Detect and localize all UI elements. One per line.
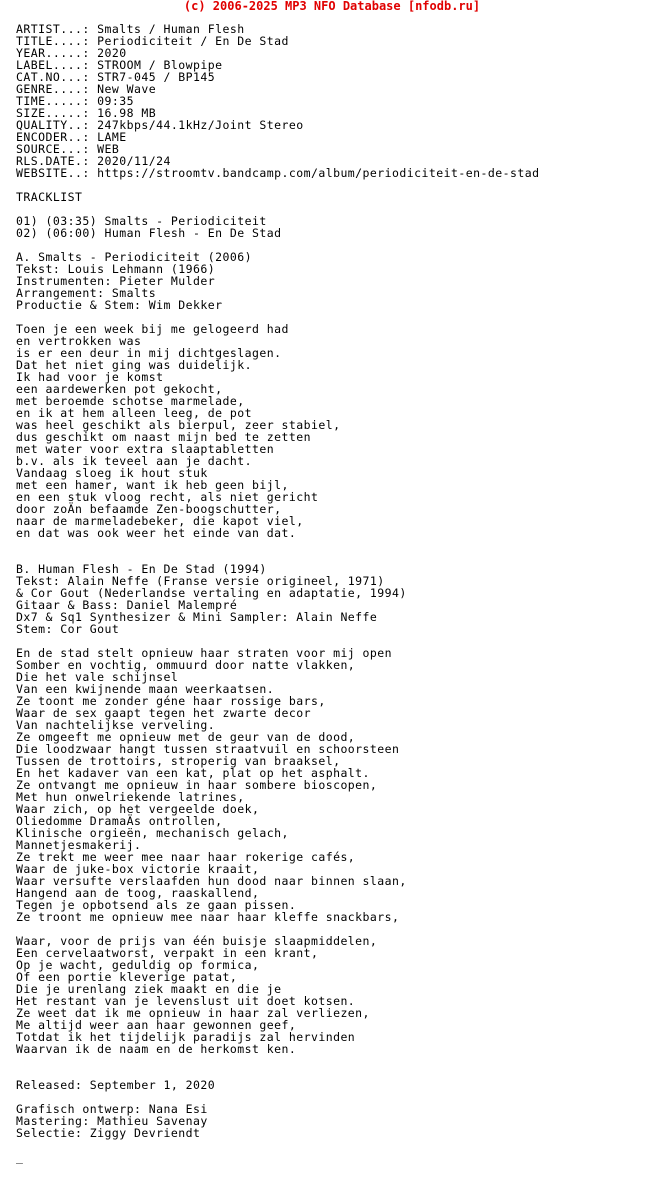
nfo-line: Vandaag sloeg ik hout stuk [16,466,208,480]
nfo-line: met beroemde schotse marmelade, [16,394,245,408]
nfo-line: Met hun onwelriekende latrines, [16,790,245,804]
nfo-line: Op je wacht, geduldig op formica, [16,958,260,972]
nfo-line: Released: September 1, 2020 [16,1078,216,1092]
nfo-line: Die het vale schijnsel [16,670,179,684]
nfo-line: Mastering: Mathieu Savenay [16,1114,208,1128]
nfo-line: Totdat ik het tijdelijk paradijs zal hervinden [16,1030,356,1044]
nfo-line: Arrangement: Smalts [16,286,157,300]
nfo-line: Tekst: Alain Neffe (Franse versie origineel, 1971) [16,574,385,588]
nfo-line: Waar de sex gaapt tegen het zwarte decor [16,706,311,720]
nfo-line: Ze toont me zonder géne haar rossige bars, [16,694,326,708]
nfo-line: Selectie: Ziggy Devriendt [16,1126,201,1140]
nfo-line: B. Human Flesh - En De Stad (1994) [16,562,267,576]
nfo-line: En de stad stelt opnieuw haar straten voor mij open [16,646,393,660]
site-header: (c) 2006-2025 MP3 NFO Database [nfodb.ru] [183,0,481,13]
nfo-line: RLS.DATE.: 2020/11/24 [16,154,171,168]
nfo-line: Dx7 & Sq1 Synthesizer & Mini Sampler: Alain Neffe [16,610,378,624]
nfo-line: Ze omgeeft me opnieuw met de geur van de dood, [16,730,356,744]
nfo-line: SOURCE...: WEB [16,142,120,156]
nfo-line: En het kadaver van een kat, plat op het asphalt. [16,766,370,780]
nfo-line: YEAR.....: 2020 [16,46,127,60]
nfo-line: Ze weet dat ik me opnieuw in haar zal verliezen, [16,1006,370,1020]
nfo-line: Ze ontvangt me opnieuw in haar sombere bioscopen, [16,778,378,792]
nfo-line: dus geschikt om naast mijn bed te zetten [16,430,311,444]
nfo-line: Dat het niet ging was duidelijk. [16,358,252,372]
nfo-line: ENCODER..: LAME [16,130,127,144]
nfo-line: Grafisch ontwerp: Nana Esi [16,1102,208,1116]
nfo-line: SIZE.....: 16.98 MB [16,106,157,120]
nfo-line: Of een portie kleverige patat, [16,970,238,984]
nfo-line: en een stuk vloog recht, als niet gericht [16,490,319,504]
nfo-line: Waar zich, op het vergeelde doek, [16,802,260,816]
nfo-line: en vertrokken was [16,334,142,348]
nfo-line: 02) (06:00) Human Flesh - En De Stad [16,226,282,240]
nfo-line: Somber en vochtig, ommuurd door natte vlakken, [16,658,356,672]
nfo-line: Waarvan ik de naam en de herkomst ken. [16,1042,297,1056]
nfo-line: en dat was ook weer het einde van dat. [16,526,297,540]
nfo-line: LABEL....: STROOM / Blowpipe [16,58,223,72]
nfo-line: _ [16,1150,24,1164]
nfo-line: Die loodzwaar hangt tussen straatvuil en schoorsteen [16,742,400,756]
nfo-line: Hangend aan de toog, raaskallend, [16,886,260,900]
nfo-line: Mannetjesmakerij. [16,838,142,852]
nfo-line: Tegen je opbotsend als ze gaan pissen. [16,898,297,912]
nfo-line: door zoÄn befaamde Zen-boogschutter, [16,502,282,516]
nfo-line: Ze trekt me weer mee naar haar rokerige cafés, [16,850,356,864]
nfo-line: Een cervelaatworst, verpakt in een krant, [16,946,319,960]
nfo-line: QUALITY..: 247kbps/44.1kHz/Joint Stereo [16,118,304,132]
nfo-line: Gitaar & Bass: Daniel Malempré [16,598,238,612]
nfo-line: Het restant van je levenslust uit doet kotsen. [16,994,356,1008]
blank-line [16,1139,656,1151]
nfo-line: en ik at hem alleen leeg, de pot [16,406,252,420]
nfo-line: Me altijd weer aan haar gewonnen geef, [16,1018,297,1032]
nfo-text-block [16,23,656,1163]
nfo-line[interactable]: WEBSITE..: https://stroomtv.bandcamp.com/album/periodiciteit-en-de-stad [16,166,540,180]
nfo-line: Klinische orgieën, mechanisch gelach, [16,826,289,840]
nfo-line: Van een kwijnende maan weerkaatsen. [16,682,275,696]
nfo-line: Waar, voor de prijs van één buisje slaapmiddelen, [16,934,378,948]
nfo-line: met water voor extra slaaptabletten [16,442,275,456]
blank-line [16,179,656,191]
nfo-line: met een hamer, want ik heb geen bijl, [16,478,289,492]
nfo-line: Ik had voor je komst [16,370,164,384]
nfo-line: & Cor Gout (Nederlandse vertaling en adaptatie, 1994) [16,586,407,600]
blank-line [16,1055,656,1067]
nfo-line: Tekst: Louis Lehmann (1966) [16,262,216,276]
nfo-line: ARTIST...: Smalts / Human Flesh [16,22,245,36]
nfo-line: Waar de juke-box victorie kraait, [16,862,260,876]
nfo-line: Ze troont me opnieuw mee naar haar kleffe snackbars, [16,910,400,924]
nfo-line: TRACKLIST [16,190,83,204]
nfo-line: Toen je een week bij me gelogeerd had [16,322,289,336]
nfo-line: 01) (03:35) Smalts - Periodiciteit [16,214,267,228]
nfo-line: Instrumenten: Pieter Mulder [16,274,216,288]
nfo-line: naar de marmeladebeker, die kapot viel, [16,514,304,528]
nfo-line: TITLE....: Periodiciteit / En De Stad [16,34,289,48]
nfo-line: TIME.....: 09:35 [16,94,134,108]
nfo-line: b.v. als ik teveel aan je dacht. [16,454,252,468]
nfo-line: Die je urenlang ziek maakt en die je [16,982,282,996]
nfo-line: Tussen de trottoirs, stroperig van braaksel, [16,754,341,768]
nfo-line: Productie & Stem: Wim Dekker [16,298,223,312]
nfo-line: Oliedomme DramaÄs ontrollen, [16,814,223,828]
nfo-line: is er een deur in mij dichtgeslagen. [16,346,282,360]
nfo-line: GENRE....: New Wave [16,82,157,96]
blank-line [16,539,656,551]
nfo-line: was heel geschikt als bierpul, zeer stabiel, [16,418,341,432]
nfo-line: Stem: Cor Gout [16,622,120,636]
nfo-line: een aardewerken pot gekocht, [16,382,223,396]
nfo-line: Waar versufte verslaafden hun dood naar binnen slaan, [16,874,407,888]
nfo-line: A. Smalts - Periodiciteit (2006) [16,250,252,264]
nfo-line: Van nachtelijkse verveling. [16,718,216,732]
nfo-line: CAT.NO...: STR7-045 / BP145 [16,70,216,84]
